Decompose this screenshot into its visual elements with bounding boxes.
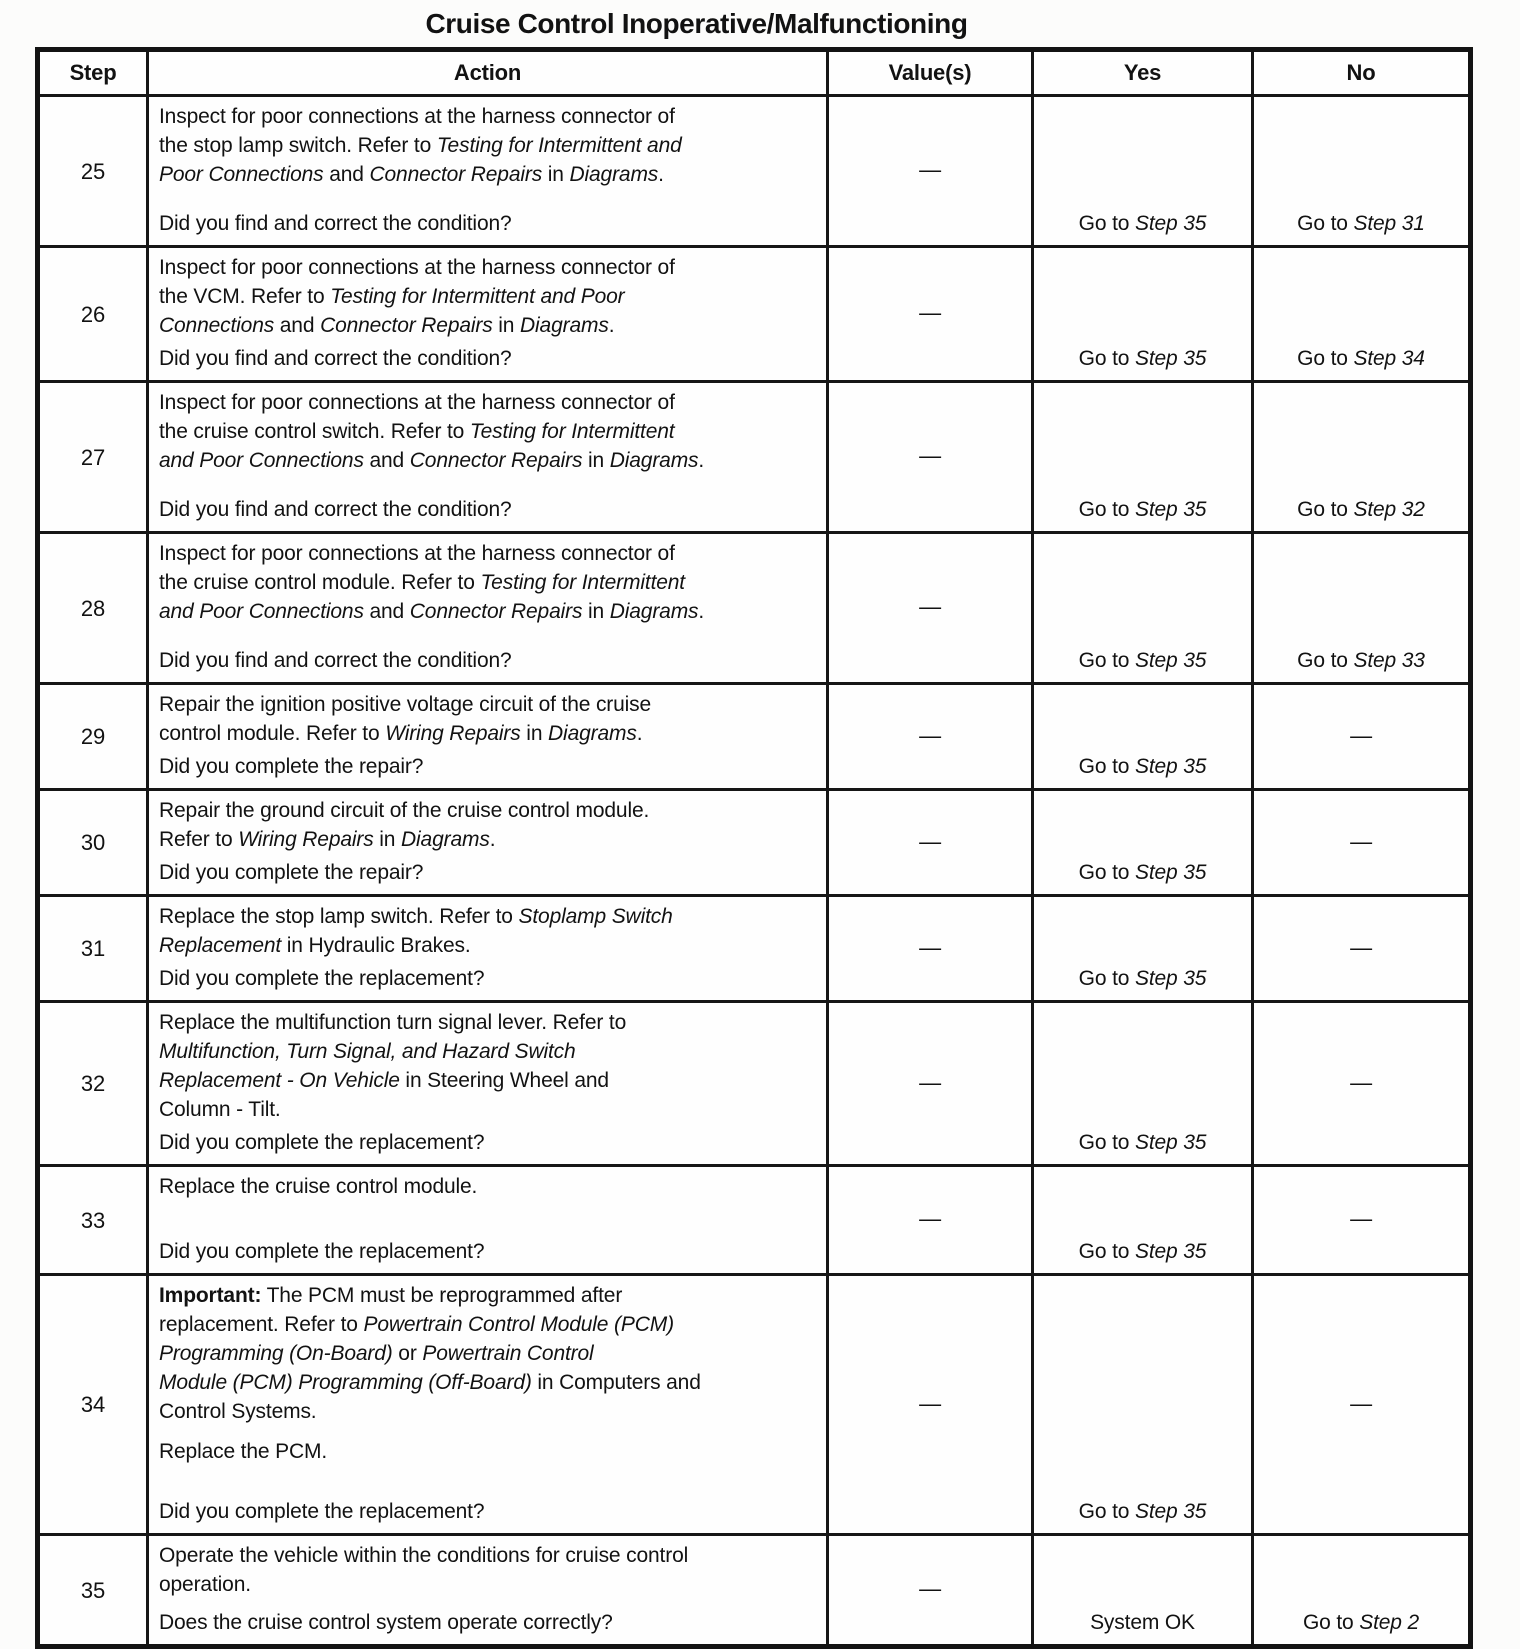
text-segment: Programming (On-Board) <box>159 1342 393 1365</box>
goto-text <box>1034 964 1251 993</box>
text-segment: replacement. Refer to <box>159 1313 364 1336</box>
text-segment: Multifunction, Turn Signal, and Hazard Switch <box>159 1040 576 1063</box>
text-segment: Testing for Intermittent and Poor <box>330 285 625 308</box>
col-header-yes: Yes <box>1033 50 1253 96</box>
text-segment: . <box>698 449 705 472</box>
step-cell: 32 <box>38 1002 148 1166</box>
yes-cell <box>1033 896 1253 1002</box>
step-cell: 28 <box>38 533 148 684</box>
table-row <box>38 247 1471 382</box>
diagnostic-table <box>35 47 1473 1649</box>
action-cell <box>148 247 828 382</box>
action-question: Did you complete the replacement? <box>159 1131 485 1154</box>
table-row <box>38 1166 1471 1275</box>
text-segment: Step 2 <box>1359 1611 1420 1634</box>
action-text <box>159 253 814 340</box>
step-cell: 27 <box>38 382 148 533</box>
action-cell <box>148 684 828 790</box>
text-segment: in Computers and <box>531 1371 701 1394</box>
dash: — <box>1350 1390 1372 1416</box>
yes-cell <box>1033 1002 1253 1166</box>
dash: — <box>1350 1206 1372 1232</box>
action-cell <box>148 96 828 247</box>
action-cell <box>148 896 828 1002</box>
step-cell: 29 <box>38 684 148 790</box>
text-segment: Step 35 <box>1134 1240 1207 1263</box>
action-question: Did you complete the replacement? <box>159 1240 485 1263</box>
goto-text <box>1254 495 1468 524</box>
action-question: Did you complete the replacement? <box>159 967 485 990</box>
value-cell <box>828 1275 1033 1535</box>
table-row <box>38 1002 1471 1166</box>
text-segment: Step 35 <box>1134 498 1207 521</box>
dash: — <box>919 1069 941 1095</box>
text-segment: The PCM must be reprogrammed after <box>261 1284 623 1307</box>
table-row <box>38 382 1471 533</box>
text-segment: . <box>698 600 705 623</box>
text-segment: Testing for Intermittent <box>480 571 685 594</box>
text-segment: Diagrams <box>609 600 699 623</box>
goto-text <box>1254 344 1468 373</box>
col-header-action: Action <box>148 50 828 96</box>
no-cell <box>1253 1166 1471 1275</box>
no-cell <box>1253 96 1471 247</box>
text-segment: Step 35 <box>1134 755 1207 778</box>
action-question: Did you complete the repair? <box>159 755 424 778</box>
goto-text <box>1034 344 1251 373</box>
yes-cell <box>1033 247 1253 382</box>
text-segment: Go to <box>1297 212 1354 235</box>
goto-text <box>1254 646 1468 675</box>
yes-cell <box>1033 790 1253 896</box>
text-segment: Go to <box>1078 498 1135 521</box>
text-segment: and <box>363 449 410 472</box>
step-cell: 26 <box>38 247 148 382</box>
table-row <box>38 684 1471 790</box>
text-segment: Step 35 <box>1134 967 1207 990</box>
text-segment: Replace the PCM. <box>159 1440 328 1463</box>
table-row <box>38 1535 1471 1647</box>
yes-cell <box>1033 1535 1253 1647</box>
text-segment: Repair the ignition positive voltage circuit of the cruise <box>159 693 652 716</box>
text-segment: and Poor Connections <box>159 449 364 472</box>
text-segment: Replacement - On Vehicle <box>159 1069 400 1092</box>
dash: — <box>919 300 941 326</box>
text-segment: Column - Tilt. <box>159 1098 281 1121</box>
text-segment: Connector Repairs <box>409 449 583 472</box>
goto-text <box>1034 1497 1251 1526</box>
text-segment: Go to <box>1078 1500 1135 1523</box>
table-row <box>38 1275 1471 1535</box>
text-segment: . <box>489 828 496 851</box>
no-cell <box>1253 896 1471 1002</box>
action-text <box>159 388 814 475</box>
text-segment: Wiring Repairs <box>385 722 521 745</box>
no-cell <box>1253 247 1471 382</box>
text-segment: Powertrain Control Module (PCM) <box>363 1313 674 1336</box>
no-cell <box>1253 533 1471 684</box>
goto-text <box>1254 1608 1468 1637</box>
text-segment: Step 35 <box>1134 347 1207 370</box>
text-segment: Inspect for poor connections at the harness connector of <box>159 391 675 414</box>
text-segment: Powertrain Control <box>422 1342 594 1365</box>
text-segment: in <box>520 722 549 745</box>
action-text <box>159 1172 814 1201</box>
value-cell <box>828 247 1033 382</box>
text-segment: . <box>636 722 643 745</box>
text-segment: control module. Refer to <box>159 722 386 745</box>
text-segment: the VCM. Refer to <box>159 285 331 308</box>
text-segment: the stop lamp switch. Refer to <box>159 134 437 157</box>
table-row <box>38 896 1471 1002</box>
no-cell <box>1253 1535 1471 1647</box>
dash: — <box>919 1390 941 1416</box>
value-cell <box>828 382 1033 533</box>
text-segment: and <box>363 600 410 623</box>
action-question: Did you find and correct the condition? <box>159 498 512 521</box>
no-cell <box>1253 1002 1471 1166</box>
text-segment: Testing for Intermittent <box>469 420 675 443</box>
step-cell: 30 <box>38 790 148 896</box>
action-cell <box>148 1535 828 1647</box>
action-question: Did you complete the replacement? <box>159 1500 485 1523</box>
action-text <box>159 1281 814 1426</box>
text-segment: Replace the stop lamp switch. Refer to <box>159 905 519 928</box>
text-segment: Inspect for poor connections at the harness connector of <box>159 256 675 279</box>
goto-text <box>1034 209 1251 238</box>
step-cell: 33 <box>38 1166 148 1275</box>
no-cell <box>1253 684 1471 790</box>
text-segment: the cruise control module. Refer to <box>159 571 481 594</box>
action-question: Did you complete the repair? <box>159 861 424 884</box>
text-segment: Poor Connections <box>159 163 324 186</box>
text-segment: Replacement <box>159 934 282 957</box>
text-segment: Go to <box>1302 1611 1360 1634</box>
text-segment: in Steering Wheel and <box>399 1069 609 1092</box>
goto-text <box>1034 858 1251 887</box>
text-segment: Go to <box>1078 755 1135 778</box>
step-cell: 34 <box>38 1275 148 1535</box>
text-segment: and <box>274 314 321 337</box>
text-segment: Connector Repairs <box>369 163 543 186</box>
value-cell <box>828 1002 1033 1166</box>
action-question: Does the cruise control system operate correctly? <box>159 1611 613 1634</box>
value-cell <box>828 96 1033 247</box>
table-row <box>38 533 1471 684</box>
text-segment: Go to <box>1078 347 1135 370</box>
dash: — <box>1350 828 1372 854</box>
yes-cell <box>1033 96 1253 247</box>
text-segment: Control Systems. <box>159 1400 317 1423</box>
text-segment: Operate the vehicle within the conditions for cruise control <box>159 1544 689 1567</box>
value-cell <box>828 896 1033 1002</box>
value-cell <box>828 1535 1033 1647</box>
text-segment: Module (PCM) Programming (Off-Board) <box>159 1371 532 1394</box>
header-row <box>38 50 1471 96</box>
goto-text <box>1034 1128 1251 1157</box>
col-header-values: Value(s) <box>828 50 1033 96</box>
dash: — <box>919 828 941 854</box>
yes-cell <box>1033 684 1253 790</box>
text-segment: and <box>323 163 370 186</box>
action-extra-text <box>159 1437 814 1466</box>
action-text <box>159 539 814 626</box>
text-segment: Step 35 <box>1134 212 1207 235</box>
text-segment: Step 34 <box>1353 347 1425 370</box>
page-title: Cruise Control Inoperative/Malfunctioning <box>425 8 968 39</box>
text-segment: Inspect for poor connections at the harness connector of <box>159 542 675 565</box>
text-segment: Step 31 <box>1353 212 1425 235</box>
text-segment: Step 35 <box>1134 1500 1207 1523</box>
action-question: Did you find and correct the condition? <box>159 212 512 235</box>
goto-text <box>1034 646 1251 675</box>
text-segment: Step 35 <box>1134 1131 1207 1154</box>
step-cell: 35 <box>38 1535 148 1647</box>
action-cell <box>148 1275 828 1535</box>
text-segment: Diagrams <box>569 163 659 186</box>
text-segment: Step 35 <box>1134 649 1207 672</box>
yes-cell <box>1033 382 1253 533</box>
text-segment: Diagrams <box>401 828 490 851</box>
action-text <box>159 1008 814 1124</box>
text-segment: Connections <box>159 314 275 337</box>
value-cell <box>828 790 1033 896</box>
text-segment: Go to <box>1078 861 1135 884</box>
text-segment: and Poor Connections <box>159 600 364 623</box>
dash: — <box>919 157 941 183</box>
text-segment: operation. <box>159 1573 251 1596</box>
table-row <box>38 96 1471 247</box>
text-segment: . <box>658 163 664 186</box>
dash: — <box>919 934 941 960</box>
text-segment: Step 35 <box>1134 861 1207 884</box>
dash: — <box>919 594 941 620</box>
text-segment: Connector Repairs <box>409 600 583 623</box>
text-segment: Step 32 <box>1353 498 1425 521</box>
goto-text <box>1034 752 1251 781</box>
action-cell <box>148 790 828 896</box>
text-segment: Go to <box>1297 347 1354 370</box>
value-cell <box>828 533 1033 684</box>
action-question: Did you find and correct the condition? <box>159 649 512 672</box>
text-segment: Go to <box>1078 212 1135 235</box>
dash: — <box>1350 1069 1372 1095</box>
action-cell <box>148 1002 828 1166</box>
text-segment: Go to <box>1078 1131 1135 1154</box>
action-text <box>159 102 814 189</box>
text-segment: Testing for Intermittent and <box>436 134 682 157</box>
yes-cell <box>1033 533 1253 684</box>
text-segment: Stoplamp Switch <box>518 905 673 928</box>
text-segment: Go to <box>1078 649 1135 672</box>
text-segment: Go to <box>1297 498 1354 521</box>
goto-text <box>1034 1237 1251 1266</box>
action-question: Did you find and correct the condition? <box>159 347 512 370</box>
step-cell: 25 <box>38 96 148 247</box>
no-cell <box>1253 790 1471 896</box>
text-segment: Diagrams <box>548 722 637 745</box>
text-segment: or <box>392 1342 423 1365</box>
action-cell <box>148 382 828 533</box>
goto-text <box>1254 209 1468 238</box>
text-segment: Wiring Repairs <box>238 828 374 851</box>
text-segment: Go to <box>1078 967 1135 990</box>
text-segment: Refer to <box>159 828 239 851</box>
text-segment: in <box>582 449 610 472</box>
text-segment: Step 33 <box>1353 649 1425 672</box>
dash: — <box>919 722 941 748</box>
action-text <box>159 690 814 748</box>
dash: — <box>1350 934 1372 960</box>
col-header-no: No <box>1253 50 1471 96</box>
text-segment: . <box>608 314 615 337</box>
text-segment: Diagrams <box>520 314 609 337</box>
no-cell <box>1253 382 1471 533</box>
action-text <box>159 1541 814 1599</box>
text-segment: Inspect for poor connections at the harness connector of <box>159 105 675 128</box>
text-segment: System OK <box>1090 1611 1195 1634</box>
action-cell <box>148 533 828 684</box>
step-cell: 31 <box>38 896 148 1002</box>
value-cell <box>828 684 1033 790</box>
text-segment: the cruise control switch. Refer to <box>159 420 470 443</box>
text-segment: Important: <box>159 1284 262 1307</box>
dash: — <box>1350 722 1372 748</box>
col-header-step: Step <box>38 50 148 96</box>
text-segment: in <box>492 314 521 337</box>
goto-text <box>1034 1608 1251 1637</box>
dash: — <box>919 1206 941 1232</box>
text-segment: in <box>582 600 610 623</box>
text-segment: Replace the cruise control module. <box>159 1175 478 1198</box>
text-segment: in <box>373 828 402 851</box>
action-text <box>159 902 814 960</box>
yes-cell <box>1033 1166 1253 1275</box>
text-segment: Go to <box>1297 649 1354 672</box>
action-text <box>159 796 814 854</box>
table-body <box>38 96 1471 1647</box>
yes-cell <box>1033 1275 1253 1535</box>
text-segment: in Hydraulic Brakes. <box>281 934 471 957</box>
value-cell <box>828 1166 1033 1275</box>
text-segment: Repair the ground circuit of the cruise control module. <box>159 799 650 822</box>
text-segment: Replace the multifunction turn signal lever. Refer to <box>159 1011 627 1034</box>
dash: — <box>919 1576 941 1602</box>
table-row <box>38 790 1471 896</box>
action-cell <box>148 1166 828 1275</box>
no-cell <box>1253 1275 1471 1535</box>
text-segment: Connector Repairs <box>320 314 493 337</box>
text-segment: Go to <box>1078 1240 1135 1263</box>
goto-text <box>1034 495 1251 524</box>
text-segment: in <box>542 163 570 186</box>
text-segment: Diagrams <box>609 449 699 472</box>
dash: — <box>919 443 941 469</box>
